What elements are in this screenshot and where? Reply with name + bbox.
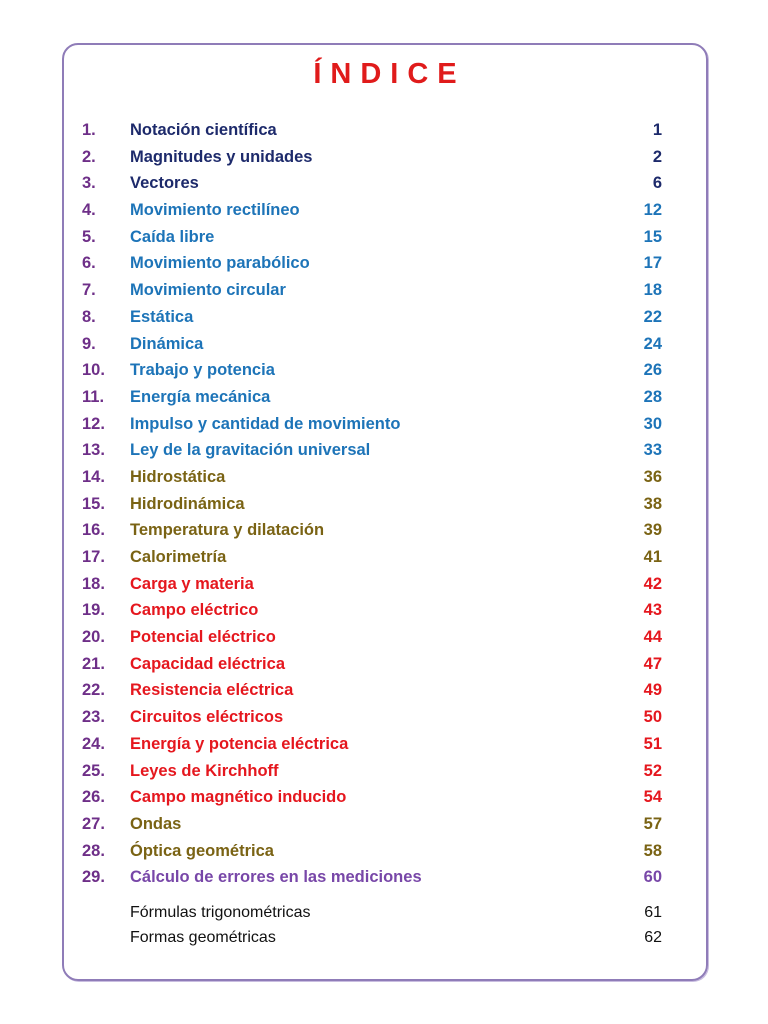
toc-entry[interactable]	[82, 731, 666, 758]
toc-entry[interactable]	[82, 677, 666, 704]
toc-entry-number: 25.	[82, 761, 105, 780]
toc-entry[interactable]	[82, 277, 666, 304]
toc-entry-number: 14.	[82, 467, 105, 486]
toc-entry-number: 19.	[82, 601, 105, 620]
toc-entry-title: Capacidad eléctrica	[130, 654, 285, 673]
toc-entry-title: Temperatura y dilatación	[130, 521, 325, 540]
toc-entry-number: 24.	[82, 734, 105, 753]
toc-entry[interactable]	[82, 571, 666, 598]
toc-entry-page: 1	[652, 121, 662, 139]
toc-entry-page: 39	[643, 521, 662, 540]
toc-entry-number: 22.	[82, 681, 105, 700]
toc-entry[interactable]	[82, 838, 666, 865]
toc-entry[interactable]	[82, 597, 666, 624]
toc-entry-number: 9.	[82, 334, 96, 353]
toc-entry-number: 20.	[82, 628, 105, 647]
toc-entry[interactable]	[82, 197, 666, 224]
toc-entry-title: Energía mecánica	[130, 387, 271, 406]
toc-entry-title: Notación científica	[130, 121, 277, 139]
toc-entry-page: 51	[643, 734, 662, 753]
toc-entry-page: 12	[643, 201, 662, 220]
toc-entry[interactable]	[82, 464, 666, 491]
toc-entry-page: 52	[643, 761, 662, 780]
toc-entry-page: 28	[643, 387, 662, 406]
toc-entry-title: Ley de la gravitación universal	[130, 441, 371, 460]
toc-entry[interactable]	[82, 811, 666, 838]
toc-entry[interactable]	[82, 491, 666, 518]
toc-entry[interactable]	[82, 704, 666, 731]
toc-entry-number: 4.	[82, 201, 96, 220]
toc-entry-title: Magnitudes y unidades	[130, 147, 313, 166]
appendix-list	[82, 900, 666, 950]
toc-entry-page: 58	[643, 841, 662, 860]
toc-entry-title: Estática	[130, 307, 194, 326]
toc-entry-page: 60	[643, 868, 662, 887]
toc-entry-number: 23.	[82, 708, 105, 727]
toc-entry-title: Impulso y cantidad de movimiento	[130, 414, 401, 433]
toc-entry[interactable]	[82, 624, 666, 651]
toc-entry-number: 12.	[82, 414, 105, 433]
toc-entry-title: Cálculo de errores en las mediciones	[130, 868, 422, 887]
toc-entry-page: 18	[643, 281, 662, 300]
toc-entry-page: 43	[643, 601, 662, 620]
toc-entry-title: Trabajo y potencia	[130, 361, 275, 380]
toc-entry-title: Hidrodinámica	[130, 494, 245, 513]
toc-entry-page: 36	[643, 467, 662, 486]
toc-entry-number: 6.	[82, 254, 96, 273]
toc-entry-title: Caída libre	[130, 227, 215, 246]
toc-entry-number: 10.	[82, 361, 105, 380]
appendix-entry-title: Fórmulas trigonométricas	[130, 904, 311, 921]
toc-entry-number: 21.	[82, 654, 105, 673]
toc-entry[interactable]	[82, 250, 666, 277]
toc-entry-page: 49	[643, 681, 662, 700]
toc-entry-title: Calorimetría	[130, 548, 227, 566]
toc-entry-title: Campo magnético inducido	[130, 788, 347, 807]
toc-entry-title: Circuitos eléctricos	[130, 708, 284, 727]
appendix-entry-page: 62	[644, 929, 662, 946]
toc-entry[interactable]	[82, 544, 666, 571]
toc-entry-title: Vectores	[130, 174, 199, 193]
toc-entry[interactable]	[82, 331, 666, 358]
toc-entry-number: 29.	[82, 868, 105, 887]
toc-entry-page: 30	[643, 414, 662, 433]
toc-entry[interactable]	[82, 304, 666, 331]
toc-entry[interactable]	[82, 170, 666, 197]
toc-entry[interactable]	[82, 357, 666, 384]
appendix-entry[interactable]	[82, 900, 666, 925]
toc-entry[interactable]	[82, 437, 666, 464]
toc-entry-title: Óptica geométrica	[130, 841, 274, 860]
toc-entry-title: Resistencia eléctrica	[130, 681, 294, 700]
toc-entry-number: 18.	[82, 574, 105, 593]
toc-list	[82, 117, 666, 891]
toc-entry-title: Potencial eléctrico	[130, 628, 276, 647]
toc-entry-title: Carga y materia	[130, 574, 254, 593]
toc-entry-page: 22	[643, 307, 662, 326]
toc-entry-number: 11.	[82, 387, 105, 406]
toc-entry-title: Movimiento circular	[130, 281, 286, 300]
toc-entry-number: 3.	[82, 174, 96, 193]
toc-entry-page: 38	[643, 494, 662, 513]
toc-entry-page: 44	[643, 628, 662, 647]
toc-entry-number: 16.	[82, 521, 105, 540]
toc-entry-page: 26	[643, 361, 662, 380]
toc-entry[interactable]	[82, 144, 666, 171]
toc-entry-page: 50	[643, 708, 662, 727]
toc-entry-number: 1.	[82, 121, 96, 139]
toc-entry-title: Movimiento rectilíneo	[130, 201, 300, 220]
toc-entry[interactable]	[82, 651, 666, 678]
toc-entry[interactable]	[82, 411, 666, 438]
toc-entry[interactable]	[82, 384, 666, 411]
toc-entry-number: 17.	[82, 548, 105, 566]
toc-entry-title: Leyes de Kirchhoff	[130, 761, 279, 780]
toc-entry[interactable]	[82, 864, 666, 891]
toc-entry-number: 7.	[82, 281, 96, 300]
toc-entry-page: 41	[643, 548, 662, 566]
toc-entry[interactable]	[82, 517, 666, 544]
toc-entry-number: 2.	[82, 147, 96, 166]
appendix-entry[interactable]	[82, 925, 666, 950]
toc-entry-title: Hidrostática	[130, 467, 226, 486]
toc-entry-page: 33	[643, 441, 662, 460]
toc-entry-page: 2	[652, 147, 662, 166]
toc-entry-number: 26.	[82, 788, 105, 807]
toc-entry-number: 15.	[82, 494, 105, 513]
toc-entry-title: Movimiento parabólico	[130, 254, 310, 273]
toc-entry[interactable]	[82, 784, 666, 811]
toc-entry[interactable]	[82, 117, 666, 144]
toc-entry-page: 57	[643, 814, 662, 833]
toc-entry-title: Ondas	[130, 814, 182, 833]
toc-entry-page: 17	[643, 254, 662, 273]
toc-entry-page: 6	[652, 174, 662, 193]
appendix-entry-title: Formas geométricas	[130, 929, 276, 946]
toc-entry-number: 27.	[82, 814, 105, 833]
toc-entry-page: 24	[643, 334, 662, 353]
appendix-entry-page: 61	[644, 904, 662, 921]
toc-entry[interactable]	[82, 758, 666, 785]
toc-entry-number: 8.	[82, 307, 96, 326]
toc-entry[interactable]	[82, 224, 666, 251]
toc-entry-title: Dinámica	[130, 334, 204, 353]
page-title: ÍNDICE	[313, 58, 466, 90]
toc-entry-number: 5.	[82, 227, 96, 246]
toc-entry-page: 15	[643, 227, 662, 246]
toc-entry-title: Campo eléctrico	[130, 601, 259, 620]
toc-entry-page: 42	[643, 574, 662, 593]
toc-entry-page: 47	[643, 654, 662, 673]
toc-entry-number: 13.	[82, 441, 105, 460]
toc-entry-title: Energía y potencia eléctrica	[130, 734, 349, 753]
toc-entry-number: 28.	[82, 841, 105, 860]
toc-entry-page: 54	[643, 788, 662, 807]
